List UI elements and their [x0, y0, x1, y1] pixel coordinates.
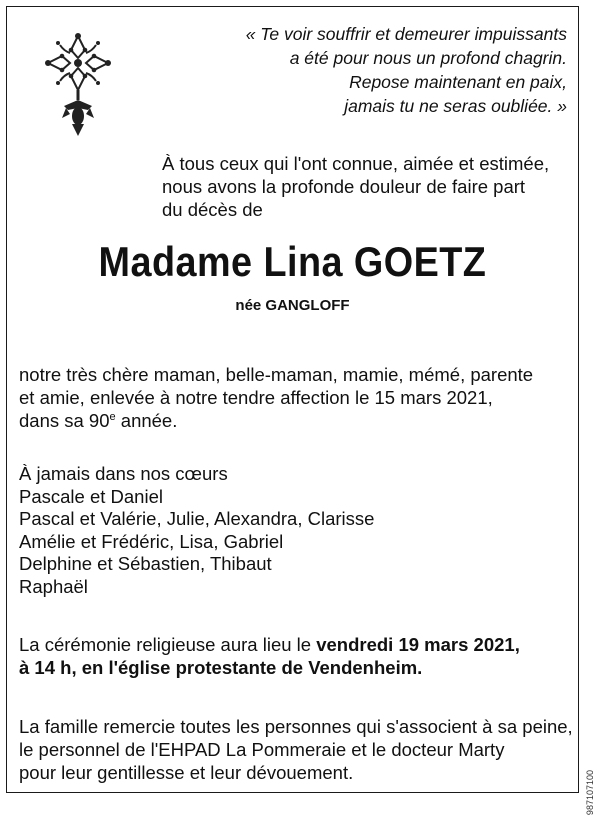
ceremony-date: vendredi 19 mars 2021,	[316, 634, 520, 655]
ceremony-place: à 14 h, en l'église protestante de Vendenheim.	[19, 657, 423, 678]
deceased-name: Madame Lina GOETZ	[98, 238, 487, 285]
thanks-text	[19, 715, 573, 784]
family-line: À jamais dans nos cœurs	[19, 463, 228, 484]
reference-number: 987107100	[585, 770, 595, 815]
quote-line: « Te voir souffrir et demeurer impuissants	[245, 24, 567, 44]
thanks-line: pour leur gentillesse et leur dévouement.	[19, 762, 354, 783]
family-line: Amélie et Frédéric, Lisa, Gabriel	[19, 530, 284, 552]
epigraph-quote	[187, 22, 567, 118]
announcement-line: et amie, enlevée à notre tendre affection le 15 mars 2021,	[19, 387, 493, 408]
ceremony-line	[19, 656, 569, 679]
thanks-line: le personnel de l'EHPAD La Pommeraie et le docteur Marty	[19, 739, 505, 760]
huguenot-cross-icon	[38, 28, 118, 138]
ordinal-suffix: e	[109, 410, 116, 423]
maiden-name: née GANGLOFF	[235, 297, 350, 314]
intro-line: À tous ceux qui l'ont connue, aimée et estimée,	[162, 153, 550, 174]
age-text: dans sa 90	[19, 410, 110, 431]
family-line: Delphine et Sébastien, Thibaut	[19, 553, 272, 575]
family-list	[19, 463, 569, 599]
quote-line: jamais tu ne seras oubliée. »	[344, 96, 567, 116]
announcement-line	[19, 409, 569, 432]
announcement-text	[19, 363, 569, 432]
quote-line: Repose maintenant en paix,	[349, 72, 567, 92]
quote-line: a été pour nous un profond chagrin.	[289, 48, 567, 68]
ceremony-text: La cérémonie religieuse aura lieu le	[19, 634, 317, 655]
thanks-line: La famille remercie toutes les personnes qui s'associent à sa peine,	[19, 716, 573, 737]
ceremony-line	[19, 633, 569, 656]
announcement-line: notre très chère maman, belle-maman, mamie, mémé, parente	[19, 364, 534, 385]
ceremony-info	[19, 633, 569, 679]
intro-line: du décès de	[162, 199, 263, 220]
family-line: Pascal et Valérie, Julie, Alexandra, Clarisse	[19, 508, 375, 530]
intro-text	[162, 152, 562, 221]
intro-line: nous avons la profonde douleur de faire part	[162, 176, 526, 197]
family-line: Pascale et Daniel	[19, 485, 163, 507]
age-text-end: année.	[115, 410, 178, 431]
family-line: Raphaël	[19, 575, 88, 597]
